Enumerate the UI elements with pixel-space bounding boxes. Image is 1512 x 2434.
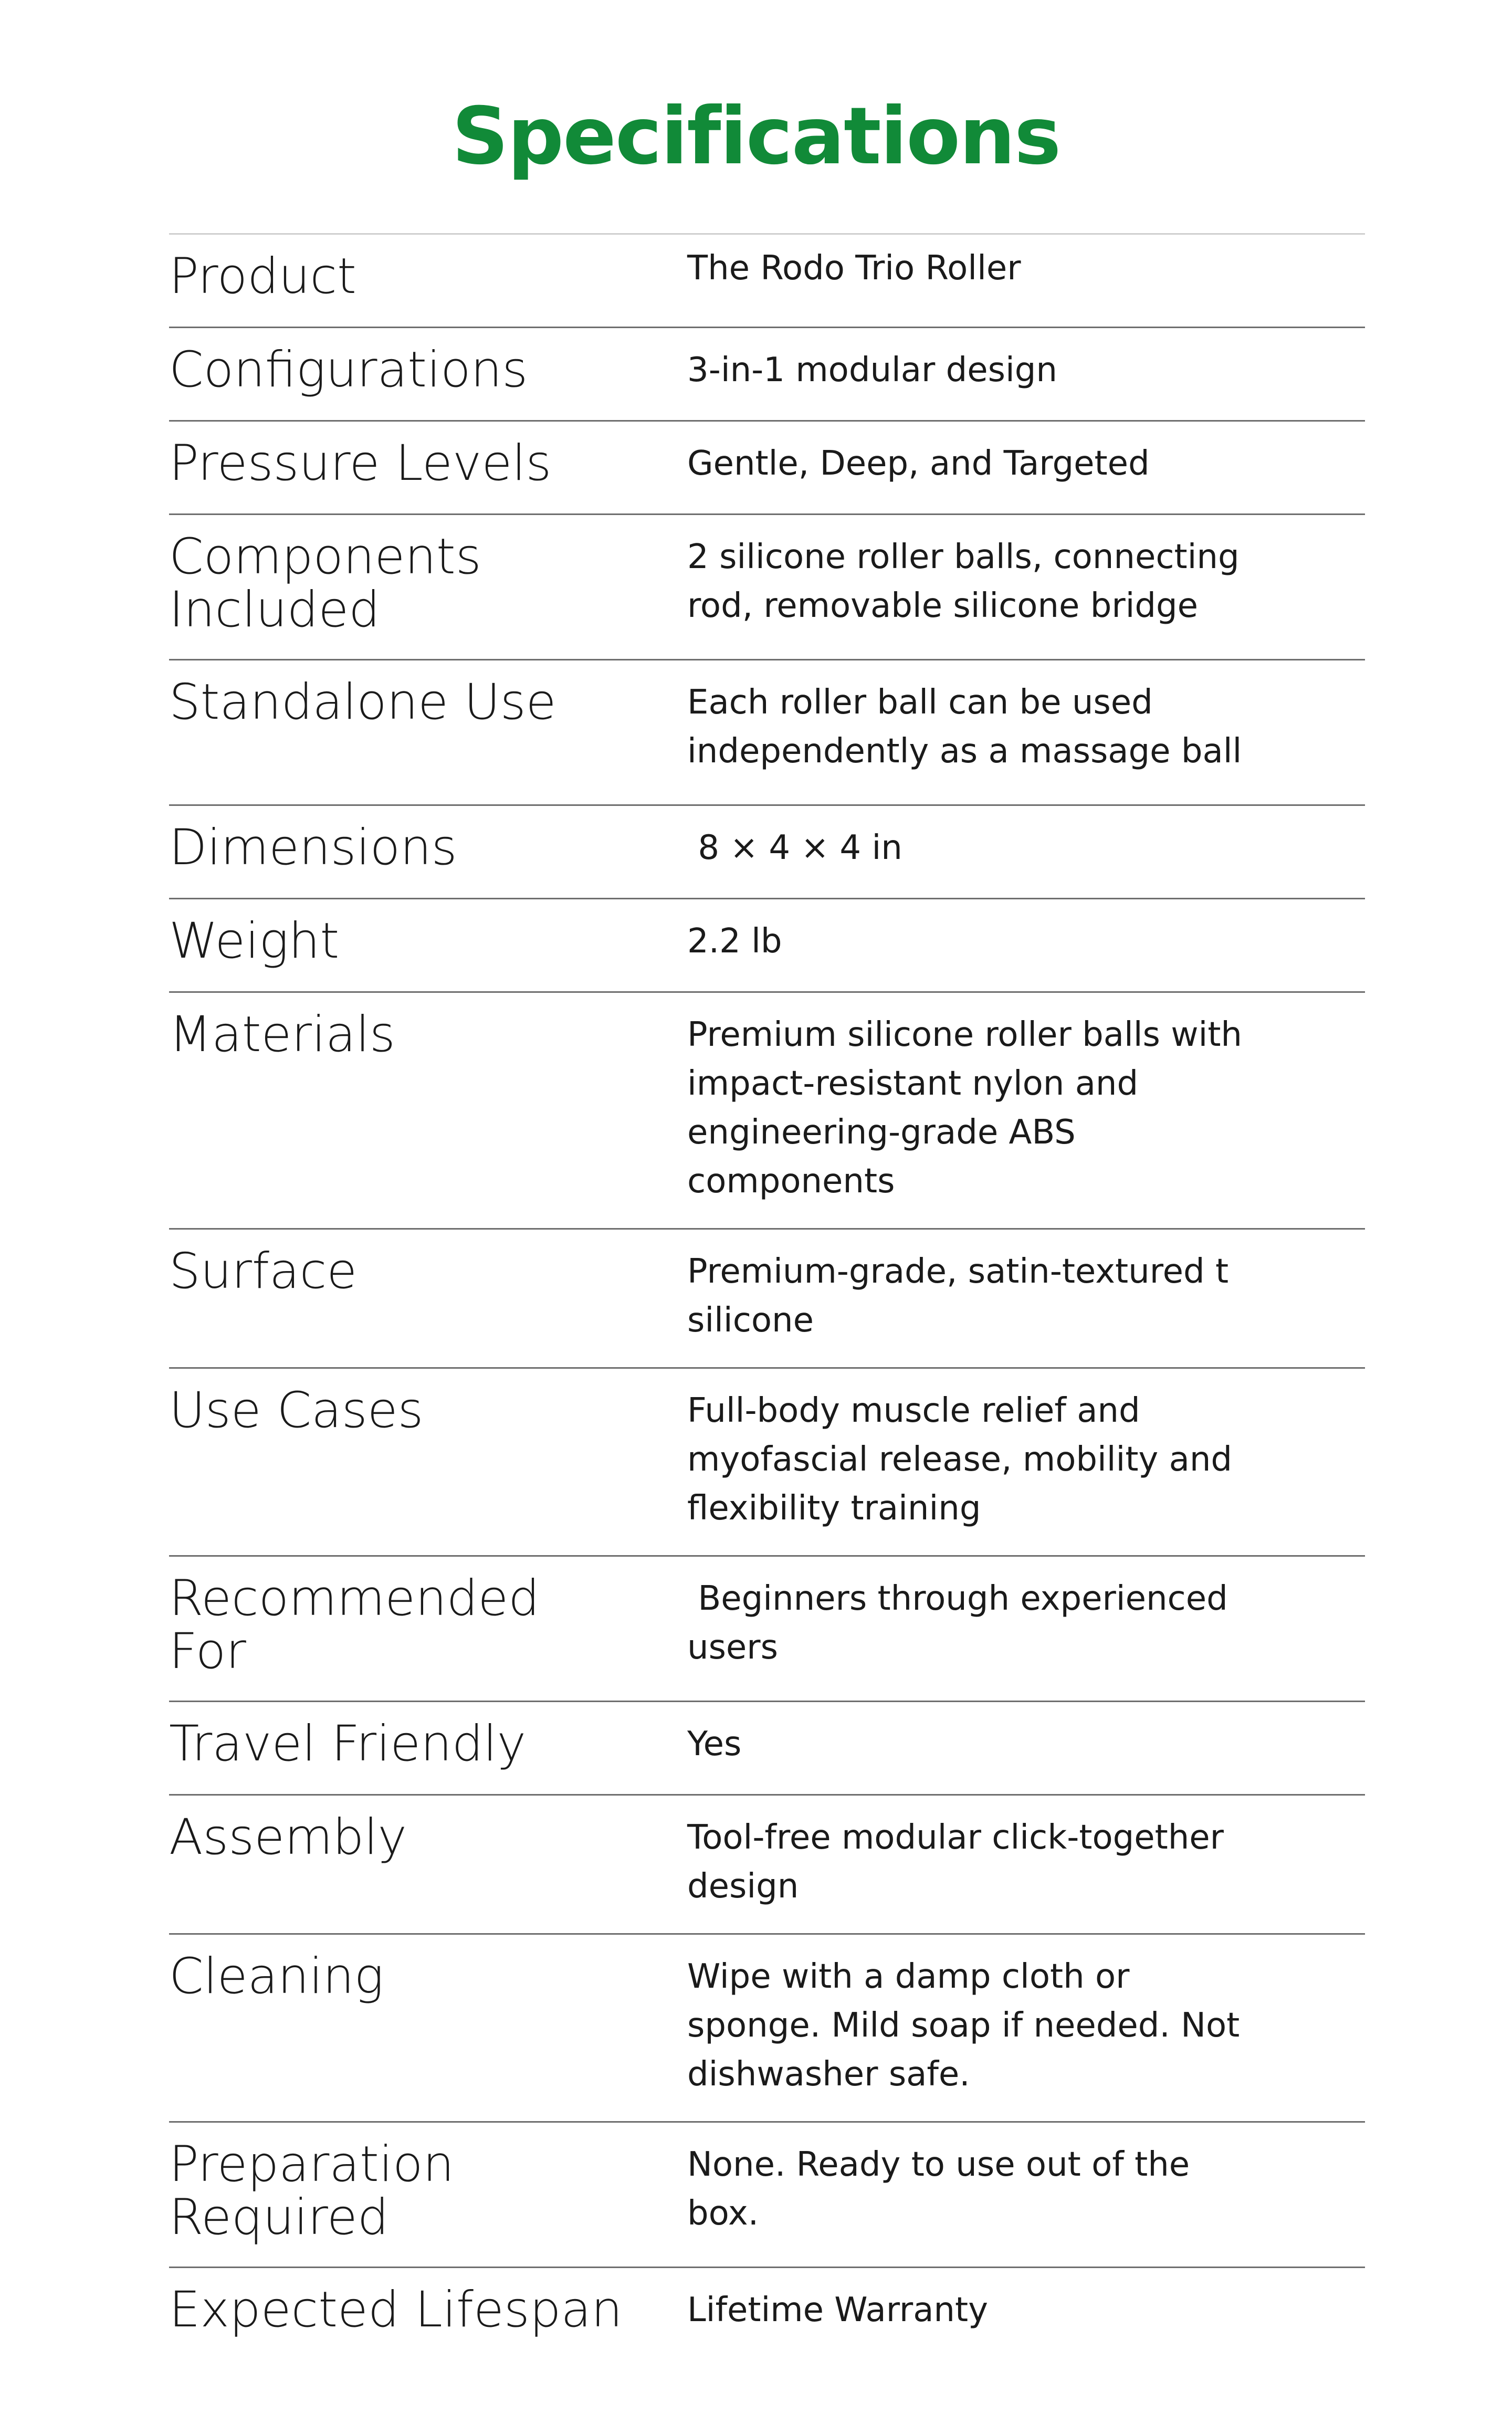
spec-label: Components Included <box>169 528 481 638</box>
spec-value: Gentle, Deep, and Targeted <box>687 444 1150 483</box>
spec-row-expected-lifespan <box>169 2268 1365 2362</box>
spec-row-preparation-required <box>169 2123 1365 2268</box>
spec-label: Product <box>169 248 356 305</box>
spec-row-recommended-for <box>169 1557 1365 1702</box>
spec-row-product <box>169 235 1365 328</box>
spec-row-assembly <box>169 1796 1365 1935</box>
spec-row-standalone-use <box>169 660 1365 806</box>
spec-label: Materials <box>169 1006 395 1063</box>
spec-label: Weight <box>169 912 340 970</box>
spec-label: Dimensions <box>169 819 457 876</box>
spec-value: None. Ready to use out of the box. <box>687 2145 1201 2233</box>
spec-label: Recommended For <box>169 1570 540 1680</box>
spec-table <box>169 233 1365 2362</box>
spec-value: Yes <box>687 1725 742 1764</box>
spec-label: Cleaning <box>169 1948 384 2005</box>
spec-row-use-cases <box>169 1369 1365 1557</box>
spec-row-components-included <box>169 515 1365 660</box>
page-title: Specifications <box>452 91 1060 182</box>
spec-label: Pressure Levels <box>169 435 552 492</box>
spec-row-configurations <box>169 328 1365 422</box>
spec-row-pressure-levels <box>169 422 1365 515</box>
spec-row-cleaning <box>169 1935 1365 2123</box>
spec-row-weight <box>169 899 1365 993</box>
spec-label: Surface <box>169 1243 358 1300</box>
spec-row-materials <box>169 993 1365 1230</box>
spec-value: 8 × 4 × 4 in <box>687 828 902 867</box>
spec-value: Beginners through experienced users <box>687 1579 1239 1667</box>
spec-value: Tool-free modular click-together design <box>687 1818 1235 1906</box>
spec-row-surface <box>169 1230 1365 1369</box>
spec-value: Full-body muscle relief and myofascial release, mobility and flexibility training <box>687 1391 1243 1528</box>
spec-value: 2.2 lb <box>687 922 782 961</box>
spec-value: The Rodo Trio Roller <box>687 249 1021 288</box>
spec-label: Standalone Use <box>169 674 556 731</box>
spec-row-dimensions <box>169 806 1365 899</box>
spec-label: Assembly <box>169 1809 407 1866</box>
spec-label: Use Cases <box>169 1382 424 1439</box>
spec-value: 2 silicone roller balls, connecting rod, removable silicone bridge <box>687 538 1250 625</box>
spec-value: Premium-grade, satin-textured t silicone <box>687 1252 1240 1340</box>
spec-value: Lifetime Warranty <box>687 2291 988 2330</box>
spec-value: Each roller ball can be used independently as a massage ball <box>687 683 1242 771</box>
spec-value: 3-in-1 modular design <box>687 351 1057 390</box>
spec-value: Premium silicone roller balls with impact-resistant nylon and engineering-grade ABS components <box>687 1015 1253 1201</box>
spec-row-travel-friendly <box>169 1702 1365 1796</box>
spec-label: Preparation Required <box>169 2136 455 2246</box>
spec-value: Wipe with a damp cloth or sponge. Mild soap if needed. Not dishwasher safe. <box>687 1957 1251 2094</box>
spec-label: Configurations <box>169 341 528 398</box>
spec-label: Expected Lifespan <box>169 2281 623 2338</box>
spec-label: Travel Friendly <box>169 1715 527 1772</box>
